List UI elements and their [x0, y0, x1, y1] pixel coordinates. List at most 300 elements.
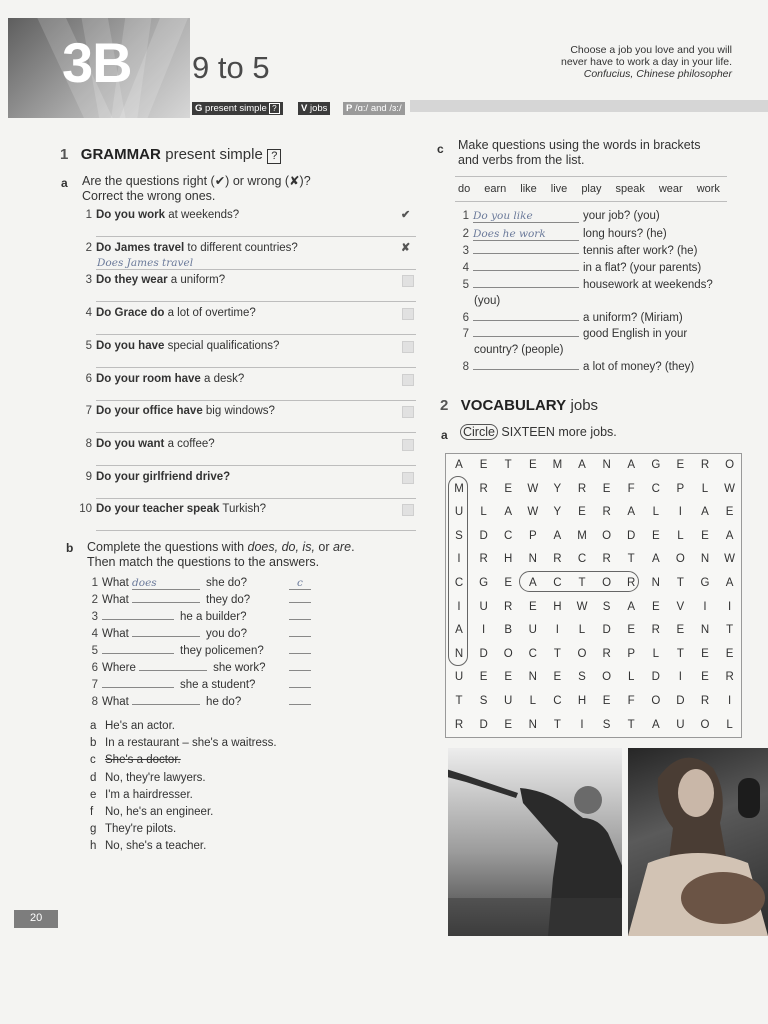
- answer-line[interactable]: [96, 530, 416, 531]
- grid-cell[interactable]: R: [479, 553, 488, 566]
- grid-cell[interactable]: O: [725, 459, 735, 471]
- blank-line[interactable]: [473, 287, 579, 288]
- grid-cell[interactable]: D: [651, 671, 660, 684]
- tag-vocabulary: V jobs: [298, 102, 330, 115]
- match-answer: [289, 687, 311, 688]
- grid-cell[interactable]: N: [700, 553, 710, 566]
- grid-cell[interactable]: O: [602, 577, 612, 589]
- grid-cell[interactable]: S: [479, 695, 488, 707]
- grid-cell[interactable]: E: [528, 459, 537, 471]
- grid-cell[interactable]: W: [724, 553, 736, 566]
- grid-cell[interactable]: D: [602, 624, 611, 637]
- circled-word-actor: [519, 571, 639, 592]
- grid-cell[interactable]: C: [553, 695, 562, 707]
- grid-cell[interactable]: R: [577, 482, 587, 495]
- mark-box[interactable]: [402, 374, 414, 386]
- grid-cell[interactable]: A: [701, 506, 709, 519]
- answer-text: No, she's a teacher.: [105, 840, 207, 852]
- grid-cell[interactable]: E: [528, 600, 537, 613]
- item-question-verb: Do your room have: [96, 373, 201, 385]
- grid-cell[interactable]: A: [455, 459, 463, 471]
- grid-cell[interactable]: R: [479, 482, 488, 495]
- item-pre: What: [102, 696, 133, 708]
- item-number: 6: [462, 312, 469, 324]
- grid-cell[interactable]: E: [701, 529, 709, 542]
- item-text: long hours? (he): [583, 228, 667, 240]
- grid-cell[interactable]: I: [727, 600, 732, 613]
- part-b-instruction: Complete the questions with does, do, is, or are. Then match the questions to the answers.: [87, 540, 355, 569]
- answer-text: In a restaurant – she's a waitress.: [105, 737, 277, 749]
- grid-cell[interactable]: G: [700, 577, 710, 589]
- grid-cell[interactable]: E: [676, 459, 685, 471]
- item-post: you do?: [206, 628, 247, 640]
- item-question-verb: Do Grace do: [96, 307, 165, 319]
- vocabulary-heading: 2 VOCABULARY jobs: [440, 397, 599, 414]
- grid-cell[interactable]: E: [725, 506, 734, 519]
- grid-cell[interactable]: H: [504, 553, 513, 566]
- grid-cell[interactable]: E: [578, 506, 586, 519]
- grid-cell[interactable]: T: [553, 718, 561, 731]
- grid-cell[interactable]: Y: [553, 506, 562, 519]
- answer-text: No, he's an engineer.: [105, 806, 214, 818]
- tick-cross-mark: ✔: [401, 209, 411, 221]
- grid-cell[interactable]: O: [602, 529, 612, 542]
- grid-cell[interactable]: N: [454, 647, 464, 660]
- grid-cell[interactable]: T: [553, 647, 561, 660]
- match-answer: [289, 670, 311, 671]
- blank-line[interactable]: [102, 687, 174, 688]
- grid-cell[interactable]: L: [677, 529, 684, 542]
- grid-cell[interactable]: E: [701, 647, 709, 660]
- item-continuation: (you): [474, 295, 501, 307]
- item-number: 4: [85, 307, 92, 319]
- part-a-item: [78, 405, 275, 417]
- grid-cell[interactable]: E: [602, 482, 611, 495]
- item-number: 3: [85, 274, 92, 286]
- grid-cell[interactable]: E: [504, 482, 513, 495]
- part-b-item: [84, 577, 247, 590]
- grid-cell[interactable]: A: [578, 459, 586, 471]
- answer-text: I'm a hairdresser.: [105, 789, 193, 801]
- answer-text: He's an actor.: [105, 720, 175, 732]
- blank-line[interactable]: [132, 704, 200, 705]
- part-a-item: [78, 307, 256, 319]
- grid-cell[interactable]: S: [602, 718, 611, 731]
- grid-cell[interactable]: H: [577, 695, 587, 707]
- grid-cell[interactable]: I: [457, 553, 461, 566]
- photo-performer: [448, 748, 622, 936]
- grid-cell[interactable]: U: [504, 695, 513, 707]
- grid-cell[interactable]: A: [627, 600, 636, 613]
- answer-option: [90, 754, 181, 766]
- quote-author: Confucius, Chinese philosopher: [583, 68, 732, 80]
- answer-line[interactable]: [96, 269, 416, 270]
- grid-cell[interactable]: C: [651, 482, 660, 495]
- grid-cell[interactable]: R: [602, 506, 611, 519]
- grid-cell[interactable]: U: [676, 718, 685, 731]
- item-number: 8: [85, 438, 92, 450]
- mark-box[interactable]: [402, 308, 414, 320]
- grid-cell[interactable]: W: [527, 506, 539, 519]
- tag-grammar: G present simple ?: [192, 102, 283, 115]
- grid-cell[interactable]: M: [454, 482, 464, 495]
- match-answer: c: [289, 577, 311, 590]
- grid-cell[interactable]: N: [528, 718, 537, 731]
- unit-number: 3B: [62, 31, 132, 94]
- word-list: [458, 183, 734, 195]
- answer-option: [90, 772, 206, 784]
- item-text: good English in your: [583, 328, 688, 340]
- match-blank[interactable]: [281, 696, 311, 708]
- blank-line[interactable]: does: [132, 577, 200, 590]
- grid-cell[interactable]: R: [725, 671, 734, 684]
- part-c-item: [455, 312, 683, 324]
- grid-cell[interactable]: C: [528, 647, 537, 660]
- word-list-item: speak: [615, 183, 645, 195]
- word-list-item: live: [550, 183, 568, 195]
- answer-text: They're pilots.: [105, 823, 177, 835]
- answer-line[interactable]: [96, 432, 416, 433]
- word-list-top-rule: [455, 176, 727, 177]
- part-c-item: [455, 328, 687, 340]
- grid-cell[interactable]: A: [504, 506, 513, 519]
- grid-cell[interactable]: N: [528, 553, 537, 566]
- answer-line[interactable]: [96, 367, 416, 368]
- grid-cell[interactable]: F: [627, 482, 635, 495]
- handwritten-answer: Does James travel: [97, 257, 194, 269]
- grid-cell[interactable]: A: [651, 718, 660, 731]
- vocab-a-letter: a: [441, 428, 448, 442]
- word-list-bottom-rule: [455, 201, 727, 202]
- item-question-rest: a uniform?: [167, 274, 226, 286]
- grid-cell[interactable]: O: [700, 718, 710, 731]
- match-answer: [289, 704, 311, 705]
- part-c-item: [455, 245, 697, 257]
- blank-line[interactable]: [132, 636, 200, 637]
- grid-cell[interactable]: C: [504, 529, 513, 542]
- grid-cell[interactable]: E: [676, 624, 685, 637]
- grammar-question-box: ?: [267, 149, 281, 164]
- grid-cell[interactable]: U: [454, 671, 464, 684]
- circled-word-musician: [448, 476, 468, 666]
- match-blank[interactable]: [281, 679, 311, 691]
- grid-cell[interactable]: M: [577, 529, 587, 542]
- quote: [520, 44, 732, 80]
- match-answer: [289, 653, 311, 654]
- grid-cell[interactable]: I: [457, 600, 461, 613]
- grid-cell[interactable]: A: [455, 624, 463, 637]
- match-blank[interactable]: [281, 611, 311, 623]
- grid-cell[interactable]: B: [504, 624, 513, 637]
- grid-cell[interactable]: I: [727, 695, 732, 707]
- grid-cell[interactable]: E: [504, 577, 513, 589]
- item-post: he a builder?: [180, 611, 247, 623]
- grid-cell[interactable]: E: [651, 600, 660, 613]
- grid-cell[interactable]: T: [578, 577, 586, 589]
- grid-cell[interactable]: T: [504, 459, 512, 471]
- mark-box[interactable]: [402, 472, 414, 484]
- grid-cell[interactable]: R: [700, 695, 710, 707]
- grid-cell[interactable]: R: [602, 647, 611, 660]
- answer-letter: d: [90, 772, 97, 784]
- blank-line[interactable]: [132, 602, 200, 603]
- grid-cell[interactable]: T: [627, 553, 635, 566]
- answer-line[interactable]: [96, 301, 416, 302]
- grid-cell[interactable]: I: [555, 624, 559, 637]
- match-blank[interactable]: [281, 577, 311, 590]
- grid-cell[interactable]: A: [725, 577, 734, 589]
- grid-cell[interactable]: R: [651, 624, 660, 637]
- grid-cell[interactable]: I: [703, 600, 707, 613]
- grid-cell[interactable]: C: [577, 553, 587, 566]
- part-c-item: [455, 279, 713, 291]
- grid-cell[interactable]: E: [479, 459, 488, 471]
- grid-cell[interactable]: A: [651, 553, 660, 566]
- blank-line[interactable]: [139, 670, 207, 671]
- item-number: 10: [79, 503, 92, 515]
- item-number: 3: [91, 611, 98, 623]
- item-question-verb: Do you have: [96, 340, 165, 352]
- part-a-instruction: Are the questions right (✔) or wrong (✘)? Correct the wrong ones.: [82, 174, 311, 203]
- grid-cell[interactable]: D: [479, 529, 488, 542]
- grid-cell[interactable]: D: [627, 529, 636, 542]
- item-question-rest: a desk?: [200, 373, 245, 385]
- grid-cell[interactable]: N: [602, 459, 611, 471]
- answer-letter: h: [90, 840, 97, 852]
- grid-cell[interactable]: P: [528, 529, 537, 542]
- grid-cell[interactable]: A: [627, 459, 636, 471]
- grid-cell[interactable]: P: [627, 647, 636, 660]
- answer-option: [90, 789, 193, 801]
- part-b-letter: b: [66, 541, 74, 555]
- grid-cell[interactable]: R: [504, 600, 513, 613]
- answer-option: [90, 823, 176, 835]
- item-question-rest: at weekends?: [165, 209, 240, 221]
- tag-bar: [410, 100, 768, 112]
- part-b-item: [84, 645, 264, 657]
- grid-cell[interactable]: E: [725, 647, 734, 660]
- grid-cell[interactable]: W: [724, 482, 736, 495]
- item-number: 3: [462, 245, 469, 257]
- match-blank[interactable]: [281, 645, 311, 657]
- item-question-verb: Do you work: [96, 209, 166, 221]
- grid-cell[interactable]: E: [504, 718, 513, 731]
- part-b-item: [84, 611, 247, 623]
- blank-line[interactable]: [473, 253, 579, 254]
- mark-box[interactable]: [402, 439, 414, 451]
- mark-box[interactable]: [402, 504, 414, 516]
- item-number: 5: [91, 645, 98, 657]
- answer-letter: e: [90, 789, 97, 801]
- mark-box[interactable]: [402, 341, 414, 353]
- grid-cell[interactable]: E: [627, 624, 636, 637]
- answer-letter: g: [90, 823, 97, 835]
- item-question-verb: Do your teacher speak: [96, 503, 220, 515]
- word-list-item: play: [581, 183, 602, 195]
- grid-cell[interactable]: R: [700, 459, 710, 471]
- grid-cell[interactable]: S: [578, 671, 586, 684]
- answer-text: She's a doctor.: [105, 754, 181, 766]
- grid-cell[interactable]: S: [602, 600, 611, 613]
- item-pre: What: [102, 628, 133, 640]
- blank-line[interactable]: [473, 336, 579, 337]
- grid-cell[interactable]: V: [676, 600, 685, 613]
- grid-cell[interactable]: U: [528, 624, 537, 637]
- answer-line[interactable]: [96, 400, 416, 401]
- grid-cell[interactable]: U: [454, 506, 464, 519]
- tag-pronunciation: P /ɑ:/ and /ɜ:/: [343, 102, 405, 115]
- blank-line[interactable]: [473, 369, 579, 370]
- part-a-item: [78, 340, 279, 352]
- grid-cell[interactable]: E: [479, 671, 488, 684]
- blank-line[interactable]: [102, 619, 174, 620]
- answer-line[interactable]: [96, 465, 416, 466]
- item-question-rest: special qualifications?: [164, 340, 280, 352]
- grid-cell[interactable]: O: [503, 647, 513, 660]
- grid-cell[interactable]: T: [726, 624, 734, 637]
- grid-cell[interactable]: E: [701, 671, 709, 684]
- grid-cell[interactable]: M: [552, 459, 563, 471]
- part-a-item: [78, 438, 215, 450]
- blank-line[interactable]: Does he work: [473, 228, 579, 241]
- part-c-item: [455, 361, 694, 373]
- item-question-verb: Do James travel: [96, 242, 185, 254]
- grid-cell[interactable]: I: [678, 671, 682, 684]
- grid-cell[interactable]: R: [553, 553, 562, 566]
- grid-cell[interactable]: L: [726, 718, 733, 731]
- grid-cell[interactable]: A: [553, 529, 562, 542]
- grid-cell[interactable]: T: [676, 577, 684, 589]
- grid-cell[interactable]: I: [481, 624, 486, 637]
- word-list-item: do: [458, 183, 471, 195]
- grid-cell[interactable]: R: [454, 718, 464, 731]
- word-search-grid: [445, 453, 742, 738]
- grid-cell[interactable]: T: [676, 647, 684, 660]
- grid-cell[interactable]: D: [676, 695, 685, 707]
- grid-cell[interactable]: T: [455, 695, 463, 707]
- grid-cell[interactable]: O: [675, 553, 685, 566]
- grid-cell[interactable]: L: [701, 482, 709, 495]
- grid-cell[interactable]: E: [651, 529, 660, 542]
- grid-cell[interactable]: I: [580, 718, 584, 731]
- grid-cell[interactable]: I: [678, 506, 682, 519]
- item-continuation: country? (people): [474, 344, 564, 356]
- grid-cell[interactable]: W: [527, 482, 539, 495]
- grid-cell[interactable]: L: [652, 647, 659, 660]
- answer-letter: f: [90, 806, 94, 818]
- blank-line[interactable]: Do you like: [473, 210, 579, 223]
- grid-cell[interactable]: U: [479, 600, 488, 613]
- grid-cell[interactable]: R: [627, 577, 636, 589]
- grid-cell[interactable]: N: [700, 624, 710, 637]
- grid-cell[interactable]: P: [676, 482, 685, 495]
- answer-letter: c: [90, 754, 96, 766]
- grid-cell[interactable]: E: [602, 695, 611, 707]
- blank-line[interactable]: [473, 320, 579, 321]
- item-question-verb: Do they wear: [96, 274, 168, 286]
- item-question-rest: big windows?: [202, 405, 275, 417]
- part-a-letter: a: [61, 176, 68, 190]
- answer-option: [90, 840, 206, 852]
- grid-cell[interactable]: G: [651, 459, 661, 471]
- part-c-instruction: Make questions using the words in brackets and verbs from the list.: [458, 138, 701, 167]
- grid-cell[interactable]: O: [577, 647, 587, 660]
- answer-line[interactable]: [96, 498, 416, 499]
- blank-line[interactable]: [473, 270, 579, 271]
- grid-cell[interactable]: N: [528, 671, 537, 684]
- part-b-item: [84, 628, 247, 640]
- item-number: 1: [85, 209, 92, 221]
- match-blank[interactable]: [281, 594, 311, 606]
- match-blank[interactable]: [281, 662, 311, 674]
- grid-cell[interactable]: S: [455, 529, 463, 542]
- answer-text: No, they're lawyers.: [105, 772, 206, 784]
- grid-cell[interactable]: E: [504, 671, 513, 684]
- grid-cell[interactable]: G: [479, 577, 489, 589]
- grid-cell[interactable]: L: [529, 695, 536, 707]
- answer-line[interactable]: [96, 334, 416, 335]
- grid-cell[interactable]: L: [480, 506, 487, 519]
- grid-cell[interactable]: A: [627, 506, 636, 519]
- item-number: 6: [91, 662, 98, 674]
- item-question-rest: a lot of overtime?: [164, 307, 256, 319]
- item-post: they do?: [206, 594, 251, 606]
- grid-cell[interactable]: O: [651, 695, 661, 707]
- item-number: 2: [462, 228, 469, 240]
- part-c-item: [455, 228, 667, 241]
- answer-letter: a: [90, 720, 97, 732]
- match-blank[interactable]: [281, 628, 311, 640]
- item-number: 1: [91, 577, 98, 589]
- grid-cell[interactable]: D: [479, 647, 488, 660]
- item-question-verb: Do your girlfriend drive?: [96, 471, 231, 483]
- answer-line[interactable]: [96, 236, 416, 237]
- item-post: he do?: [206, 696, 242, 708]
- blank-line[interactable]: [102, 653, 174, 654]
- grid-cell[interactable]: A: [725, 529, 734, 542]
- grid-cell[interactable]: D: [479, 718, 488, 731]
- part-a-item: [78, 503, 266, 515]
- grid-cell[interactable]: F: [627, 695, 635, 707]
- grammar-heading: 1 GRAMMAR present simple ?: [60, 146, 281, 164]
- grid-cell[interactable]: Y: [553, 482, 562, 495]
- grid-cell[interactable]: A: [528, 577, 537, 589]
- grid-cell[interactable]: L: [627, 671, 635, 684]
- grid-cell[interactable]: L: [652, 506, 659, 519]
- item-number: 4: [91, 628, 98, 640]
- grid-cell[interactable]: E: [553, 671, 562, 684]
- mark-box[interactable]: [402, 275, 414, 287]
- item-text: in a flat? (your parents): [583, 262, 702, 274]
- item-question-rest: a coffee?: [164, 438, 215, 450]
- item-text: tennis after work? (he): [583, 245, 698, 257]
- grid-cell[interactable]: C: [454, 577, 464, 589]
- mark-box[interactable]: [402, 406, 414, 418]
- grid-cell[interactable]: W: [576, 600, 588, 613]
- grid-cell[interactable]: T: [627, 718, 635, 731]
- grid-cell[interactable]: C: [553, 577, 562, 589]
- grid-cell[interactable]: L: [578, 624, 586, 637]
- item-number: 5: [85, 340, 92, 352]
- grid-cell[interactable]: N: [651, 577, 660, 589]
- word-list-item: work: [696, 183, 720, 195]
- grid-cell[interactable]: O: [602, 671, 612, 684]
- match-answer: [289, 636, 311, 637]
- answer-option: [90, 737, 277, 749]
- grid-cell[interactable]: H: [553, 600, 562, 613]
- grid-cell[interactable]: R: [602, 553, 611, 566]
- quote-line-1: Choose a job you love and you will: [570, 44, 732, 56]
